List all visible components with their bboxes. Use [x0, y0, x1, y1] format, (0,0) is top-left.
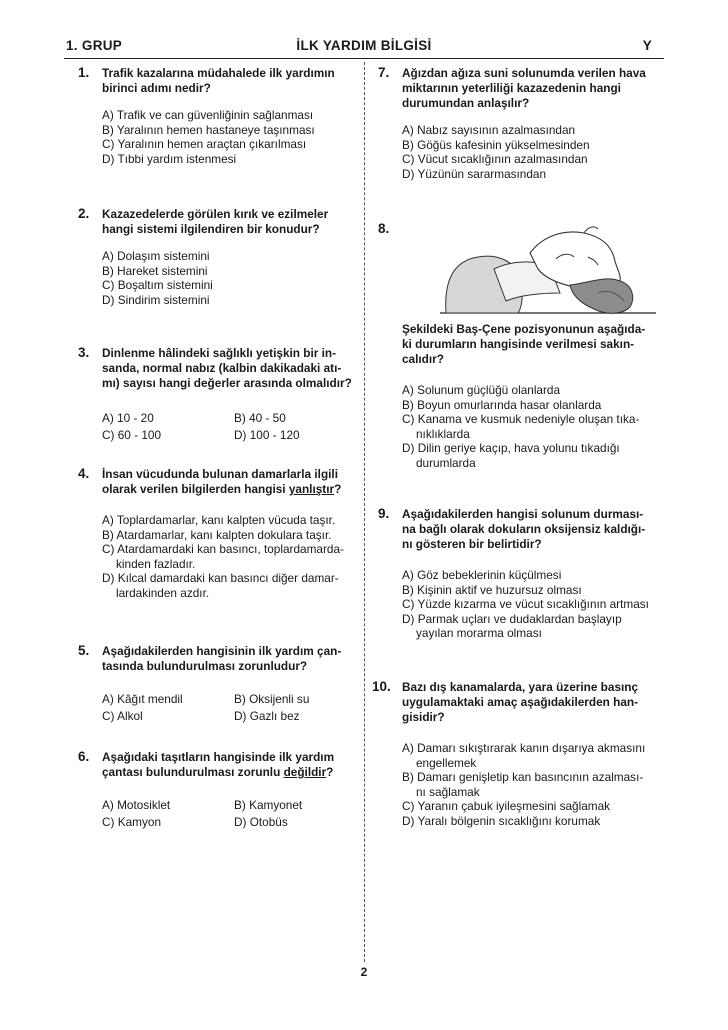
option-d[interactable]: D) 100 - 120 [234, 427, 300, 442]
question-text: Ağızdan ağıza suni solunumda verilen hava miktarının yeterliliği kazazedenin hangi durumundan anlaşılır? [402, 66, 646, 110]
question-text [102, 750, 368, 780]
option-a[interactable]: A) Toplardamarlar, kanı kalpten vücuda taşır. [102, 513, 336, 527]
question-number: 8. [378, 221, 390, 236]
option-a[interactable]: A) Kâğıt mendil [102, 692, 183, 706]
question-text [102, 467, 368, 497]
options [402, 383, 668, 470]
option-a[interactable]: A) Göz bebeklerinin küçülmesi [402, 568, 562, 582]
option-a[interactable]: A) Nabız sayısının azalmasından [402, 123, 576, 137]
option-c[interactable]: C) Yaralının hemen araçtan çıkarılması [102, 137, 307, 151]
head-tilt-chin-lift-figure [438, 223, 658, 321]
option-c[interactable]: C) Atardamardaki kan basıncı, toplardamarda- kinden fazladır. [102, 542, 344, 571]
question-number: 1. [78, 65, 90, 80]
booklet-letter: Y [642, 38, 652, 53]
question-number: 4. [78, 466, 90, 481]
group-label: 1. GRUP [66, 38, 123, 53]
header-rule [64, 58, 664, 59]
option-b[interactable]: B) Atardamarlar, kanı kalpten dokulara taşır. [102, 527, 332, 542]
option-b[interactable]: B) Damarı genişletip kan basıncının azalması- nı sağlamak [402, 770, 644, 799]
option-c[interactable]: C) Yüzde kızarma ve vücut sıcaklığının artması [402, 597, 649, 611]
option-b[interactable]: B) 40 - 50 [234, 411, 286, 425]
options [102, 411, 373, 442]
question-9 [378, 507, 668, 641]
option-d[interactable]: D) Yüzünün sararmasından [402, 166, 547, 181]
question-7 [378, 66, 668, 181]
question-number: 7. [378, 65, 390, 80]
question-text: Dinlenme hâlindeki sağlıklı yetişkin bir in- sanda, normal nabız (kalbin dakikadaki atı- mı) sayısı hangi değerler arasında olmalıdır? [102, 346, 352, 390]
emphasis-word: değildir [283, 765, 327, 779]
option-a[interactable]: A) Dolaşım sistemini [102, 249, 210, 263]
question-number: 6. [78, 749, 90, 764]
option-b[interactable]: B) Oksijenli su [234, 692, 310, 706]
option-c[interactable]: C) Yaranın çabuk iyileşmesini sağlamak [402, 799, 611, 813]
option-c[interactable]: C) Boşaltım sistemini [102, 278, 213, 292]
question-2 [78, 207, 368, 307]
option-b[interactable]: B) Yaralının hemen hastaneye taşınması [102, 122, 315, 137]
options [102, 798, 368, 829]
question-number: 10. [372, 679, 391, 694]
question-text: Şekildeki Baş-Çene pozisyonunun aşağıda- ki durumların hangisinde verilmesi sakın- calıdır? [402, 322, 646, 366]
question-text: Kazazedelerde görülen kırık ve ezilmeler hangi sistemi ilgilendiren bir konudur? [102, 207, 329, 236]
option-b[interactable]: B) Boyun omurlarında hasar olanlarda [402, 397, 602, 412]
question-text-before: İnsan vücudunda bulunan damarlarla ilgili olarak verilen bilgilerden hangisi [102, 467, 338, 496]
options [402, 741, 668, 828]
question-number: 2. [78, 206, 90, 221]
exam-title: İLK YARDIM BİLGİSİ [296, 38, 432, 53]
option-b[interactable]: B) Göğüs kafesinin yükselmesinden [402, 137, 590, 152]
option-c[interactable]: C) Vücut sıcaklığının azalmasından [402, 152, 588, 166]
option-a[interactable]: A) Trafik ve can güvenliğinin sağlanması [102, 108, 314, 122]
question-3 [78, 346, 373, 442]
options [402, 123, 668, 181]
option-c[interactable]: C) Kamyon [102, 814, 162, 829]
option-a[interactable]: A) Motosiklet [102, 798, 171, 812]
question-text-after: ? [334, 482, 342, 496]
options [102, 692, 368, 723]
options [402, 568, 668, 641]
options [102, 108, 368, 166]
options [102, 513, 368, 600]
question-text: Bazı dış kanamalarda, yara üzerine basınç uygulamaktaki amaç aşağıdakilerden han- gisidir? [402, 680, 639, 724]
question-text: Trafik kazalarına müdahalede ilk yardımın birinci adımı nedir? [102, 66, 335, 95]
question-5 [78, 644, 368, 723]
option-a[interactable]: A) Solunum güçlüğü olanlarda [402, 383, 561, 397]
option-b[interactable]: B) Kişinin aktif ve huzursuz olması [402, 582, 582, 597]
option-a[interactable]: A) 10 - 20 [102, 411, 154, 425]
question-6 [78, 750, 368, 829]
option-b[interactable]: B) Hareket sistemini [102, 263, 208, 278]
option-b[interactable]: B) Kamyonet [234, 798, 303, 812]
question-number: 3. [78, 345, 90, 360]
option-a[interactable]: A) Damarı sıkıştırarak kanın dışarıya akmasını engellemek [402, 741, 646, 770]
emphasis-word: yanlıştır [288, 482, 335, 496]
option-d[interactable]: D) Gazlı bez [234, 708, 300, 723]
options [102, 249, 368, 307]
question-number: 5. [78, 643, 90, 658]
question-text: Aşağıdakilerden hangisi solunum durması- na bağlı olarak dokuların oksijensiz kaldığı- nı gösteren bir belirtidir? [402, 507, 646, 551]
option-d[interactable]: D) Tıbbi yardım istenmesi [102, 151, 237, 166]
question-text: Aşağıdakilerden hangisinin ilk yardım çan- tasında bulundurulması zorunludur? [102, 644, 342, 673]
option-c[interactable]: C) 60 - 100 [102, 427, 162, 442]
question-10 [372, 680, 668, 828]
option-d[interactable]: D) Parmak uçları ve dudaklardan başlayıp yayılan morarma olması [402, 611, 622, 640]
page-number: 2 [360, 965, 368, 979]
question-1 [78, 66, 368, 166]
option-d[interactable]: D) Otobüs [234, 814, 288, 829]
option-c[interactable]: C) Alkol [102, 708, 143, 723]
option-d[interactable]: D) Sindirim sistemini [102, 292, 210, 307]
option-d[interactable]: D) Dilin geriye kaçıp, hava yolunu tıkadığı durumlarda [402, 441, 620, 470]
question-text-before: Aşağıdaki taşıtların hangisinde ilk yardım çantası bulundurulması zorunlu [102, 750, 335, 779]
option-c[interactable]: C) Kanama ve kusmuk nedeniyle oluşan tıka- nıklıklarda [402, 412, 640, 441]
question-8 [378, 322, 668, 470]
question-4 [78, 467, 368, 600]
option-d[interactable]: D) Yaralı bölgenin sıcaklığını korumak [402, 813, 601, 828]
option-d[interactable]: D) Kılcal damardaki kan basıncı diğer damar- lardakinden azdır. [102, 571, 339, 600]
question-text-after: ? [326, 765, 334, 779]
question-number: 9. [378, 506, 390, 521]
